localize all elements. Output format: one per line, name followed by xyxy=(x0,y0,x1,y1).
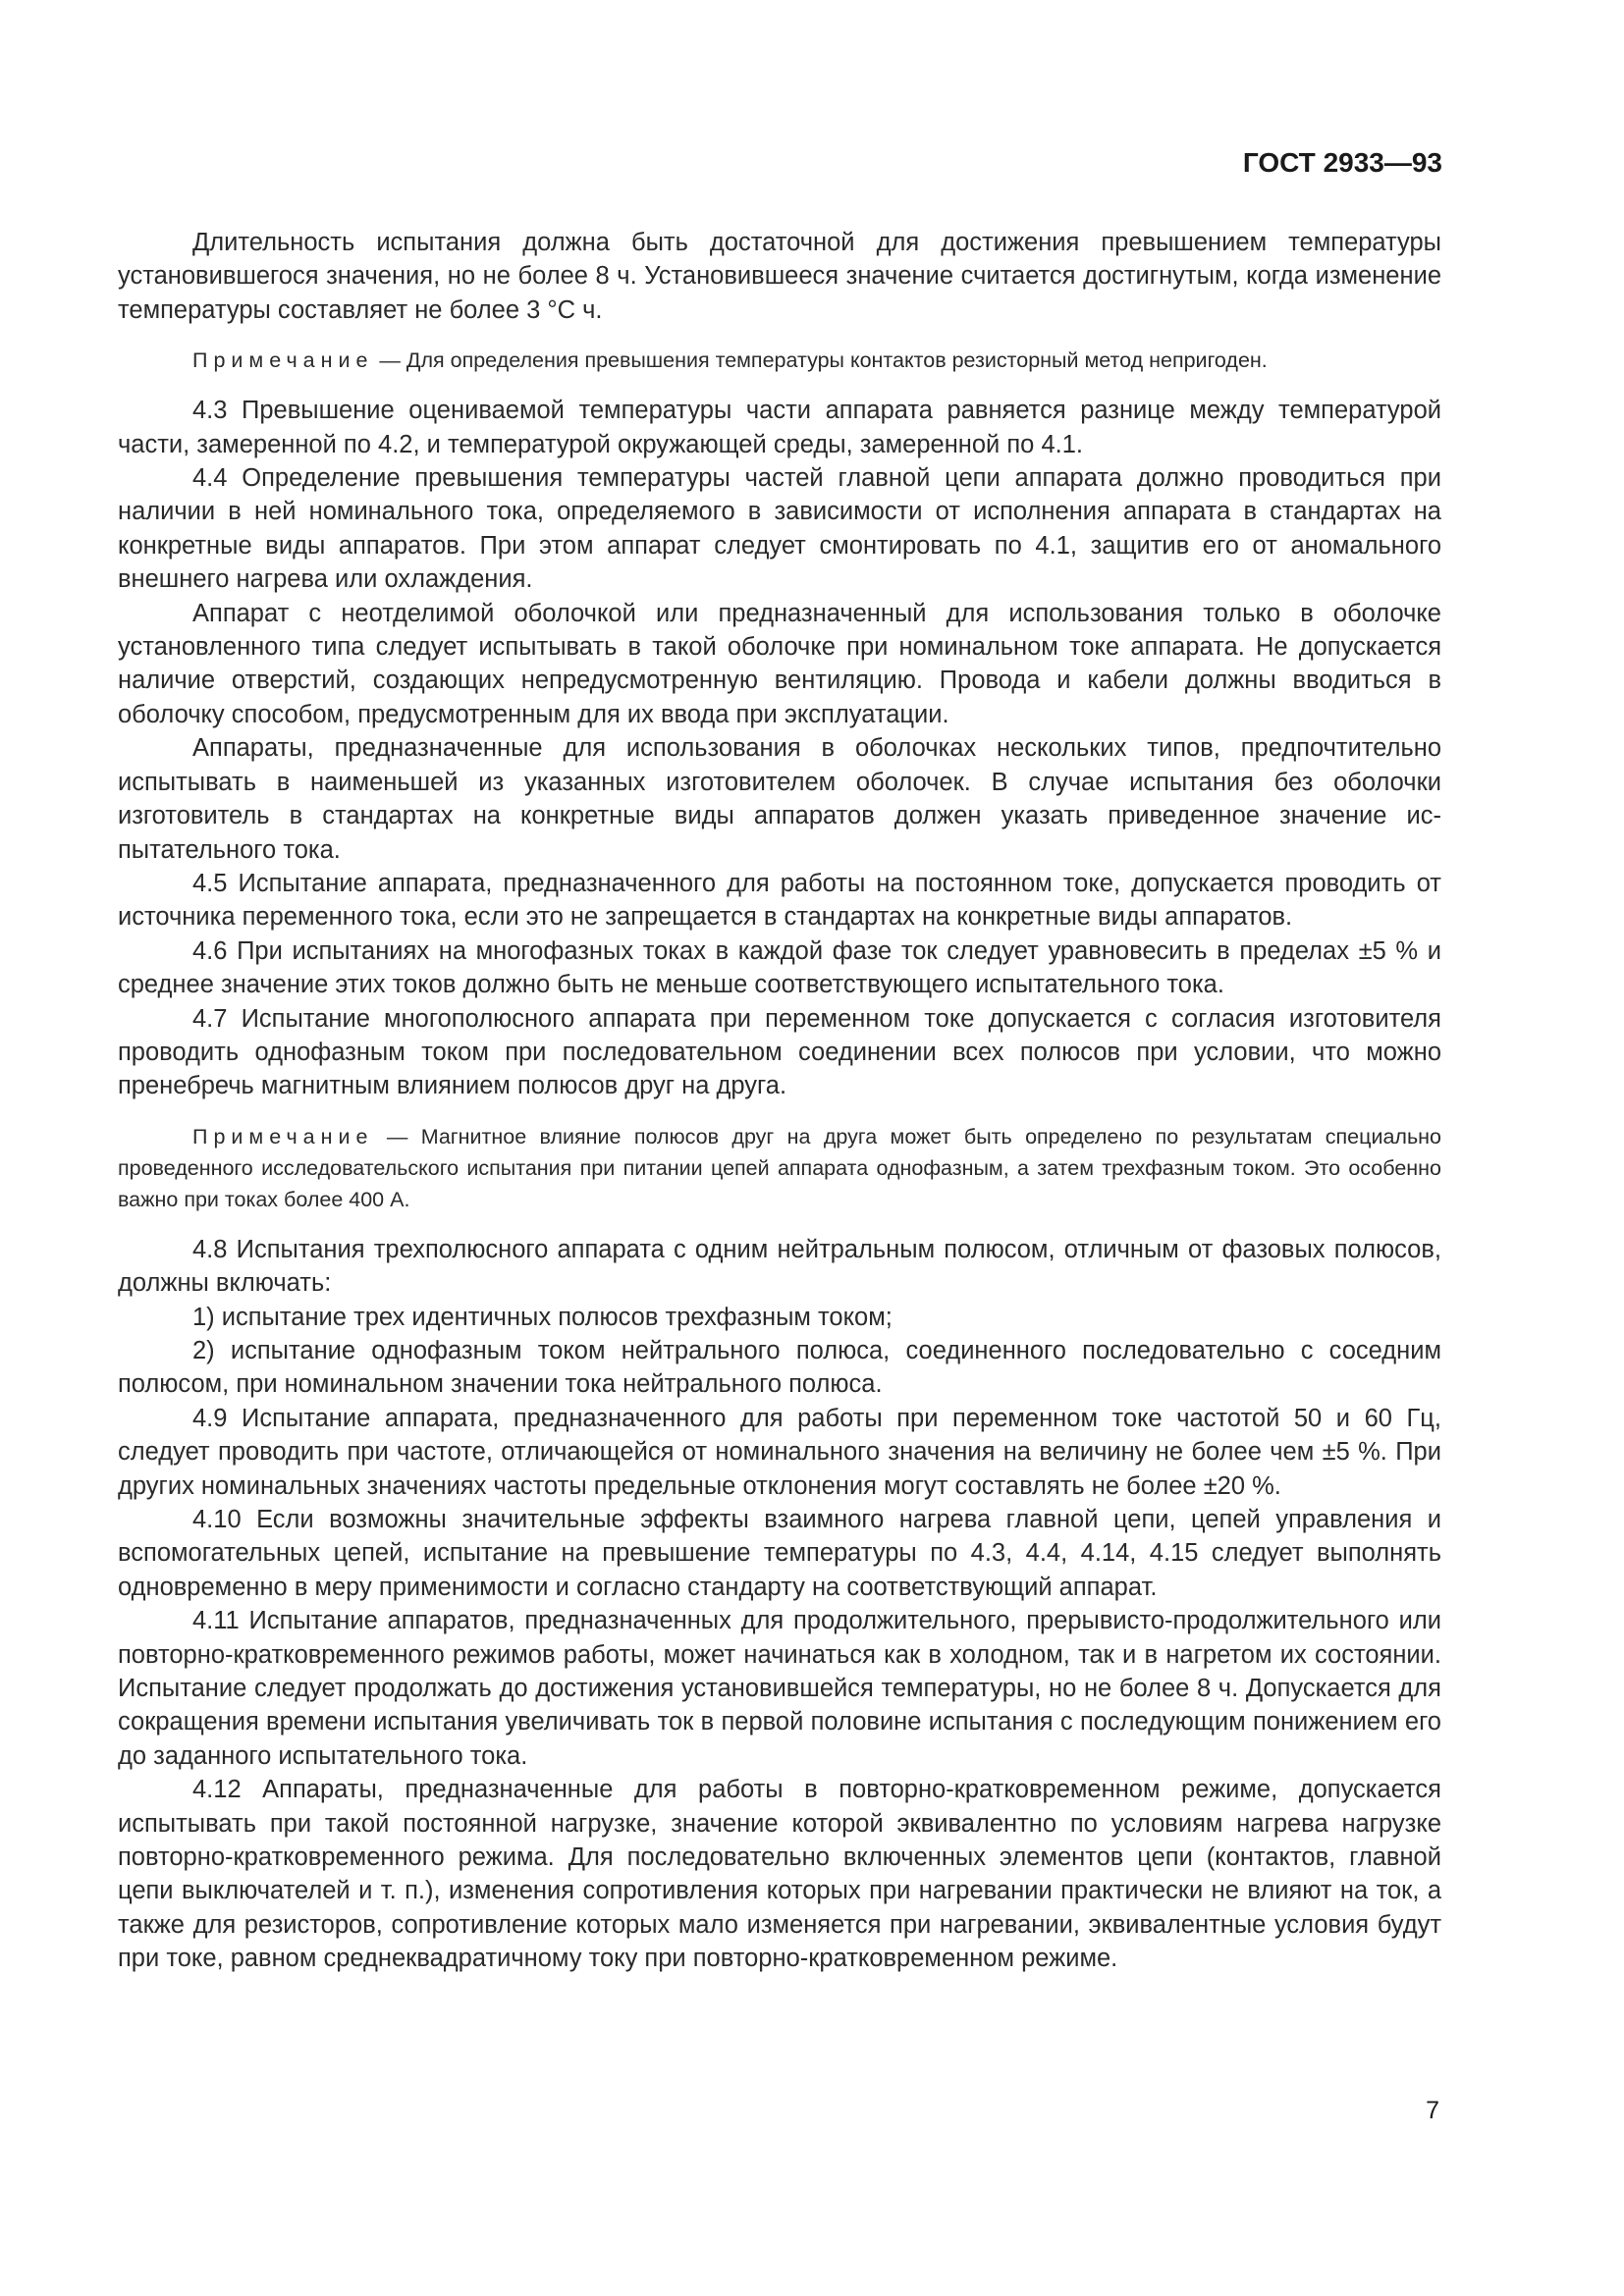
paragraph-4-12: 4.12 Аппараты, предназначенные для работы в повторно-кратковременном режиме, допускается испытывать при такой постоянной нагрузке, значение которой эквивалентно по условиям нагрева нагрузке повторно-кратковременного режима. Для последовательно включенных элементов цепи (контактов, главной цепи выключателей и т. п.), изменения сопротивления которых при нагревании практически не влияют на ток, а также для резисторов, сопротивление которых мало изменяется при нагревании, эквивалентные условия будут при токе, равном среднеквадратичному току при повторно-кратковременном режиме. xyxy=(118,1776,1441,1973)
paragraph-4-7: 4.7 Испытание многополюсного аппарата при переменном токе допускается с согласия изготовителя проводить однофазным током при последовательном соединении всех полюсов при условии, что можно пренебречь магнитным влиянием полюсов друг на друга. xyxy=(118,1004,1441,1100)
paragraph-4-8: 4.8 Испытания трехполюсного аппарата с одним нейтральным полюсом, отличным от фазовых полюсов, должны включать: xyxy=(118,1235,1441,1298)
paragraph-enclosures-multi: Аппараты, предназначенные для использования в оболочках нескольких типов, предпочтительно испытывать в наименьшей из указанных изготовителем оболочек. В случае испытания без оболочки изготовитель в стандартах на конкретные виды аппаратов должен указать приведенное значение испытательного тока. xyxy=(118,734,1441,864)
note-magnetic-influence xyxy=(118,1121,1441,1215)
paragraph-4-3: 4.3 Превышение оцениваемой температуры части аппарата равняется разнице между температурой части, замеренной по 4.2, и температурой окружающей среды, замеренной по 4.1. xyxy=(118,397,1441,458)
paragraph-4-10: 4.10 Если возможны значительные эффекты взаимного нагрева главной цепи, цепей управления и вспомогательных цепей, испытание на превышение температуры по 4.3, 4.4, 4.14, 4.15 следует выполнять одновременно в меру применимости и согласно стандарту на соответствующий аппарат. xyxy=(118,1506,1441,1601)
paragraph-4-11: 4.11 Испытание аппаратов, предназначенных для продолжительного, прерывисто-продолжительного или повторно-кратковременного режимов работы, может начинаться как в холодном, так и в нагретом их состоянии. Испытание следует продолжать до достижения установившейся температуры, но не более 8 ч. Допускается для сокращения времени испытания увеличивать ток в первой половине испытания с последующим понижением его до заданного испытательного тока. xyxy=(118,1607,1441,1770)
page-number: 7 xyxy=(1426,2097,1439,2124)
note-text: — Для определения превышения температуры контактов резисторный метод непригоден. xyxy=(373,348,1268,373)
paragraph-test-duration: Длительность испытания должна быть достаточной для достижения превышением температуры установившегося значения, но не более 8 ч. Установившееся значение считается достигнутым, когда изменение температуры составляет не более 3 °С ч. xyxy=(118,229,1441,324)
document-body xyxy=(118,226,1441,1976)
note-contacts xyxy=(118,345,1441,376)
note-label: Примечание xyxy=(192,348,374,373)
note-text: — Магнитное влияние полюсов друг на друга может быть определено по результатам специально проведенного исследовательского испытания при питании цепей аппарата однофазным, а затем трехфазным током. Это особенно важно при токах более 400 А. xyxy=(118,1124,1441,1211)
paragraph-4-4: 4.4 Определение превышения температуры частей главной цепи аппарата должно проводиться при наличии в ней номинального тока, определяемого в зависимости от исполнения аппарата в стандартах на конкретные виды аппаратов. При этом аппарат следует смонтировать по 4.1, защитив его от аномального внешнего нагрева или охлаждения. xyxy=(118,464,1441,594)
list-item-4-8-1: 1) испытание трех идентичных полюсов трехфазным током; xyxy=(192,1303,893,1331)
paragraph-4-6: 4.6 При испытаниях на многофазных токах в каждой фазе ток следует уравновесить в пределах ±5 % и среднее значение этих токов должно быть не меньше соответствующего испытательного тока. xyxy=(118,936,1441,999)
document-code-header: ГОСТ 2933—93 xyxy=(1242,147,1442,178)
paragraph-4-5: 4.5 Испытание аппарата, предназначенного для работы на постоянном токе, допускается проводить от источника переменного тока, если это не запрещается в стандартах на конкретные виды аппаратов. xyxy=(118,869,1441,932)
note-label: Примечание xyxy=(192,1124,374,1148)
list-item-4-8-2: 2) испытание однофазным током нейтрального полюса, соединенного последовательно с соседним полюсом, при номинальном значении тока нейтрального полюса. xyxy=(118,1336,1441,1399)
paragraph-4-9: 4.9 Испытание аппарата, предназначенного для работы при переменном токе частотой 50 и 60 Гц, следует проводить при частоте, отличающейся от номинального значения на величину не более чем ±5 %. При других номинальных значениях частоты предельные отклонения могут составлять не более ±20 %. xyxy=(118,1404,1441,1500)
paragraph-enclosure: Аппарат с неотделимой оболочкой или предназначенный для использования только в оболочке установленного типа следует испытывать в такой оболочке при номинальном токе аппарата. Не допускается наличие отверстий, создающих непредусмотренную вентиляцию. Провода и кабели должны вводиться в оболочку способом, предусмотренным для их ввода при эксплуатации. xyxy=(118,599,1441,728)
